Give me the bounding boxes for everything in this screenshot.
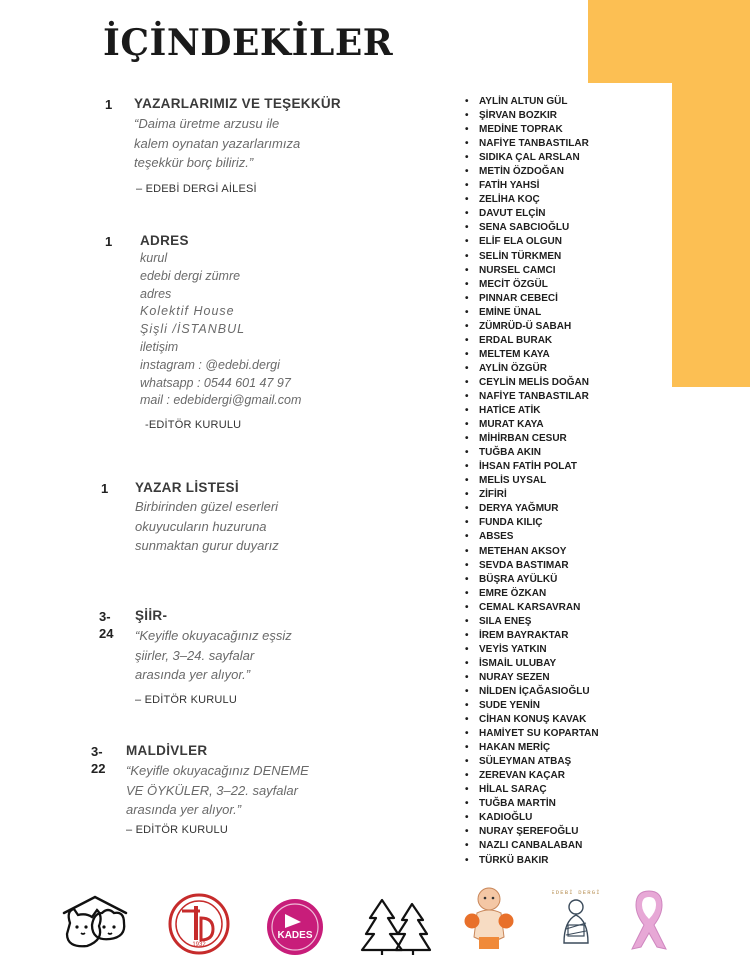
section-signature: – EDİTÖR KURULU xyxy=(126,824,229,836)
kades-badge-icon xyxy=(266,898,324,956)
address-line: Kolektif House xyxy=(140,304,235,319)
pine-trees-icon xyxy=(360,894,434,956)
author-item: • HATİCE ATİK xyxy=(465,404,599,418)
forest-logo xyxy=(360,894,434,961)
author-item: • İSMAİL ULUBAY xyxy=(465,657,599,671)
author-item: • PINNAR CEBECİ xyxy=(465,292,599,306)
author-item: • ZİFİRİ xyxy=(465,488,599,502)
author-item: • ZÜMRÜD-Ü SABAH xyxy=(465,320,599,334)
author-item: • İREM BAYRAKTAR xyxy=(465,629,599,643)
author-item: • ELİF ELA OLGUN xyxy=(465,235,599,249)
author-item: • CEMAL KARSAVRAN xyxy=(465,601,599,615)
author-item: • NURAY ŞEREFOĞLU xyxy=(465,825,599,839)
author-item: • METİN ÖZDOĞAN xyxy=(465,165,599,179)
author-item: • SUDE YENİN xyxy=(465,699,599,713)
author-list xyxy=(465,95,599,868)
author-item: • METEHAN AKSOY xyxy=(465,545,599,559)
author-item: • SÜLEYMAN ATBAŞ xyxy=(465,755,599,769)
cat-dog-house-icon xyxy=(62,893,128,955)
author-item: • MELİS UYSAL xyxy=(465,474,599,488)
author-item: • MURAT KAYA xyxy=(465,418,599,432)
tdk-emblem-icon xyxy=(168,893,230,955)
awareness-ribbon-logo xyxy=(628,883,670,956)
author-item: • BÜŞRA AYÜLKÜ xyxy=(465,573,599,587)
author-item: • HAMİYET SU KOPARTAN xyxy=(465,727,599,741)
section-signature: -EDİTÖR KURULU xyxy=(145,419,242,431)
accent-notch xyxy=(588,83,672,387)
author-item: • FUNDA KILIÇ xyxy=(465,516,599,530)
author-item: • VEYİS YATKIN xyxy=(465,643,599,657)
page-range: 3- 22 xyxy=(91,744,106,776)
author-item: • ZELİHA KOÇ xyxy=(465,193,599,207)
author-item: • SEVDA BASTIMAR xyxy=(465,559,599,573)
page-title: İÇİNDEKİLER xyxy=(103,22,394,64)
author-item: • MEDİNE TOPRAK xyxy=(465,123,599,137)
pet-shelter-logo xyxy=(62,893,128,960)
boxer-baby-icon xyxy=(464,885,514,953)
author-item: • SILA ENEŞ xyxy=(465,615,599,629)
author-item: • NAFİYE TANBASTILAR xyxy=(465,137,599,151)
svg-text:1932: 1932 xyxy=(192,942,206,948)
address-block xyxy=(140,250,301,410)
author-item: • DAVUT ELÇİN xyxy=(465,207,599,221)
author-item: • NAZLI CANBALABAN xyxy=(465,839,599,853)
author-item: • NİLDEN İÇAĞASIOĞLU xyxy=(465,685,599,699)
page-number: 1 xyxy=(101,481,109,496)
author-item: • HAKAN MERİÇ xyxy=(465,741,599,755)
address-line: iletişim xyxy=(140,339,179,354)
page-number: 1 xyxy=(105,234,113,249)
address-line: Şişli /İSTANBUL xyxy=(140,322,246,337)
author-item: • FATİH YAHSİ xyxy=(465,179,599,193)
kades-logo xyxy=(266,898,324,961)
author-item: • NURAY SEZEN xyxy=(465,671,599,685)
address-line: adres xyxy=(140,286,172,301)
author-item: • EMRE ÖZKAN xyxy=(465,587,599,601)
section-signature: – EDİTÖR KURULU xyxy=(135,694,238,706)
address-line: kurul xyxy=(140,251,168,265)
section-heading: ADRES xyxy=(140,233,189,248)
author-item: • NAFİYE TANBASTILAR xyxy=(465,390,599,404)
author-item: • ERDAL BURAK xyxy=(465,334,599,348)
author-item: • MİHİRBAN CESUR xyxy=(465,432,599,446)
whatsapp-number: whatsapp : 0544 601 47 97 xyxy=(140,375,291,390)
section-quote: “Keyifle okuyacağınız eşsiz şiirler, 3–24. sayfalar arasında yer alıyor.” xyxy=(135,628,292,682)
section-heading: YAZARLARIMIZ VE TEŞEKKÜR xyxy=(134,96,341,111)
author-item: • CEYLİN MELİS DOĞAN xyxy=(465,376,599,390)
author-item: • EMİNE ÜNAL xyxy=(465,306,599,320)
address-line: edebi dergi zümre xyxy=(140,268,241,283)
author-item: • DERYA YAĞMUR xyxy=(465,502,599,516)
section-quote: “Keyifle okuyacağınız DENEME VE ÖYKÜLER, 3–22. sayfalar arasında yer alıyor.” xyxy=(126,763,309,817)
author-item: • HİLAL SARAÇ xyxy=(465,783,599,797)
author-item: • NURSEL CAMCI xyxy=(465,264,599,278)
author-item: • TÜRKÜ BAKIR xyxy=(465,854,599,868)
author-item: • AYLİN ÖZGÜR xyxy=(465,362,599,376)
author-item: • CİHAN KONUŞ KAVAK xyxy=(465,713,599,727)
author-item: • TUĞBA MARTİN xyxy=(465,797,599,811)
svg-text:KADES: KADES xyxy=(277,930,313,941)
author-item: • SENA SABCIOĞLU xyxy=(465,221,599,235)
section-signature: – EDEBİ DERGİ AİLESİ xyxy=(136,183,257,195)
author-item: • ZEREVAN KAÇAR xyxy=(465,769,599,783)
author-item: • SELİN TÜRKMEN xyxy=(465,250,599,264)
author-item: • MECİT ÖZGÜL xyxy=(465,278,599,292)
svg-text:EDEBİ DERGİ: EDEBİ DERGİ xyxy=(552,889,600,896)
section-heading: YAZAR LİSTESİ xyxy=(135,480,239,495)
reader-figure-icon xyxy=(552,885,600,949)
section-heading: ŞİİR- xyxy=(135,608,168,623)
page-number: 1 xyxy=(105,97,113,112)
instagram-handle: instagram : @edebi.dergi xyxy=(140,357,280,372)
author-item: • TUĞBA AKIN xyxy=(465,446,599,460)
page-range: 3- 24 xyxy=(99,609,114,641)
email-address: mail : edebidergi@gmail.com xyxy=(140,393,302,408)
section-quote: “Daima üretme arzusu ile kalem oynatan yazarlarımıza teşekkür borç biliriz.” xyxy=(134,116,301,170)
edebi-dergi-logo xyxy=(552,885,600,954)
boxer-logo xyxy=(464,885,514,958)
author-item: • AYLİN ALTUN GÜL xyxy=(465,95,599,109)
author-item: • SIDIKA ÇAL ARSLAN xyxy=(465,151,599,165)
tdk-logo xyxy=(168,893,230,960)
author-item: • ABSES xyxy=(465,530,599,544)
author-item: • ŞİRVAN BOZKIR xyxy=(465,109,599,123)
author-item: • KADIOĞLU xyxy=(465,811,599,825)
pink-ribbon-icon xyxy=(628,883,670,951)
author-item: • İHSAN FATİH POLAT xyxy=(465,460,599,474)
author-item: • MELTEM KAYA xyxy=(465,348,599,362)
section-heading: MALDİVLER xyxy=(126,743,208,758)
section-quote: Birbirinden güzel eserleri okuyucuların huzuruna sunmaktan gurur duyarız xyxy=(135,499,279,553)
